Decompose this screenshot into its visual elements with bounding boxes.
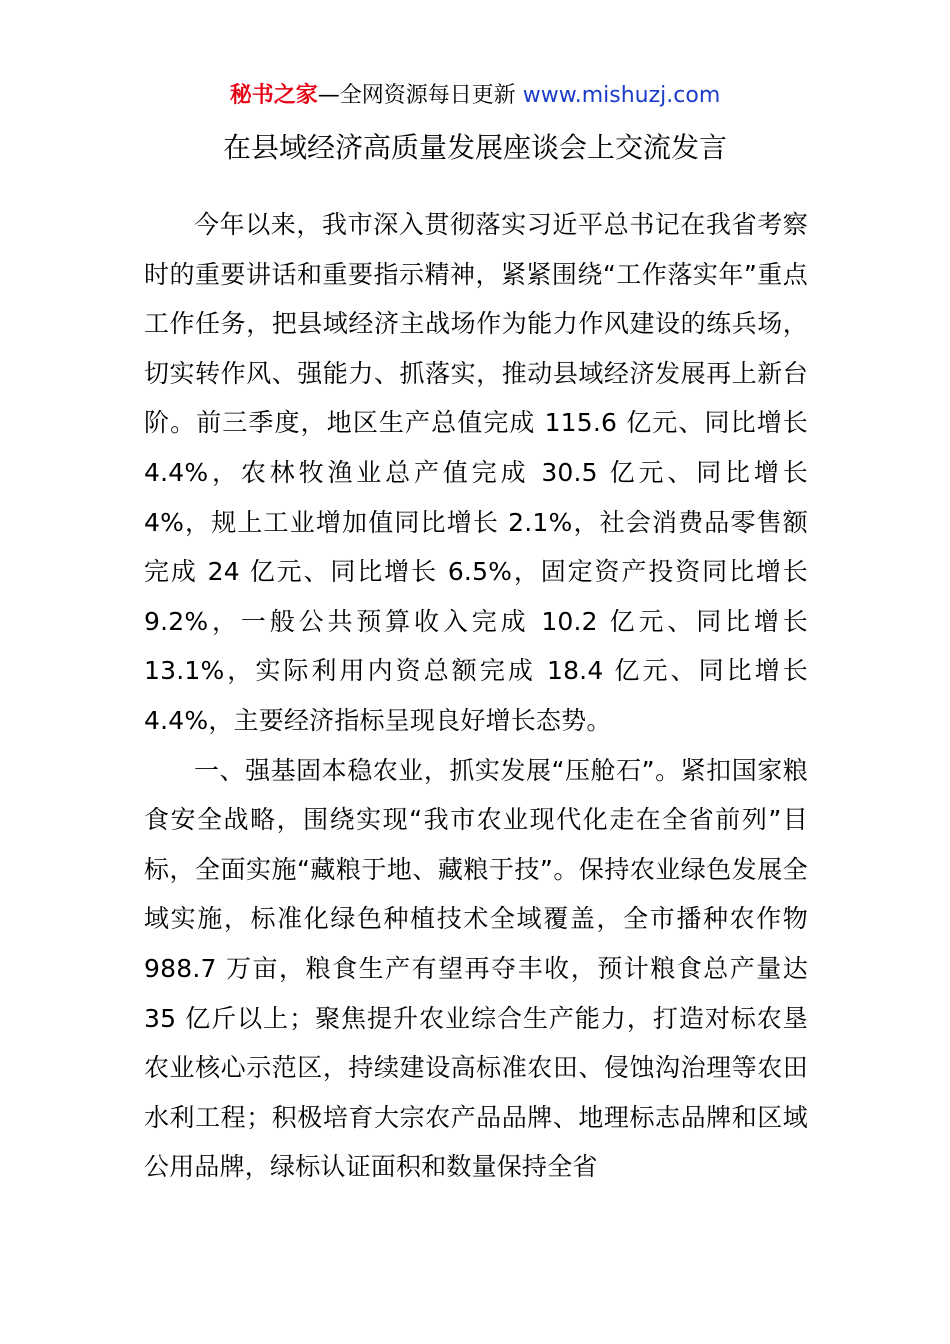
brand-name: 秘书之家 — [229, 83, 318, 108]
paragraph-intro: 今年以来，我市深入贯彻落实习近平总书记在我省考察时的重要讲话和重要指示精神，紧紧围绕“工作落实年”重点工作任务，把县域经济主战场作为能力作风建设的练兵场，切实转作风、强能力、抓落实，推动县域经济发展再上新台阶。前三季度，地区生产总值完成 115.6 亿元、同比增长 4.4%，农林牧渔业总产值完成 30.5 亿元、同比增长 4%，规上工业增加值同比增长 2.1%，社会消费品零售额完成 24 亿元、同比增长 6.5%，固定资产投资同比增长 9.2%，一般公共预算收入完成 10.2 亿元、同比增长 13.1%，实际利用内资总额完成 18.4 亿元、同比增长 4.4%，主要经济指标呈现良好增长态势。 — [144, 210, 808, 735]
site-header — [0, 80, 950, 112]
site-url-link[interactable]: www.mishuzj.com — [522, 83, 721, 108]
paragraph-section-1: 一、强基固本稳农业，抓实发展“压舱石”。紧扣国家粮食安全战略，围绕实现“我市农业现代化走在全省前列”目标，全面实施“藏粮于地、藏粮于技”。保持农业绿色发展全域实施，标准化绿色种植技术全域覆盖，全市播种农作物 988.7 万亩，粮食生产有望再夺丰收，预计粮食总产量达 35 亿斤以上；聚焦提升农业综合生产能力，打造对标农垦农业核心示范区，持续建设高标准农田、侵蚀沟治理等农田水利工程；积极培育大宗农产品品牌、地理标志品牌和区域公用品牌，绿标认证面积和数量保持全省 — [144, 755, 808, 1182]
document-title: 在县域经济高质量发展座谈会上交流发言 — [222, 131, 727, 164]
header-tagline: —全网资源每日更新 — [317, 83, 523, 108]
document-body — [144, 200, 808, 1192]
